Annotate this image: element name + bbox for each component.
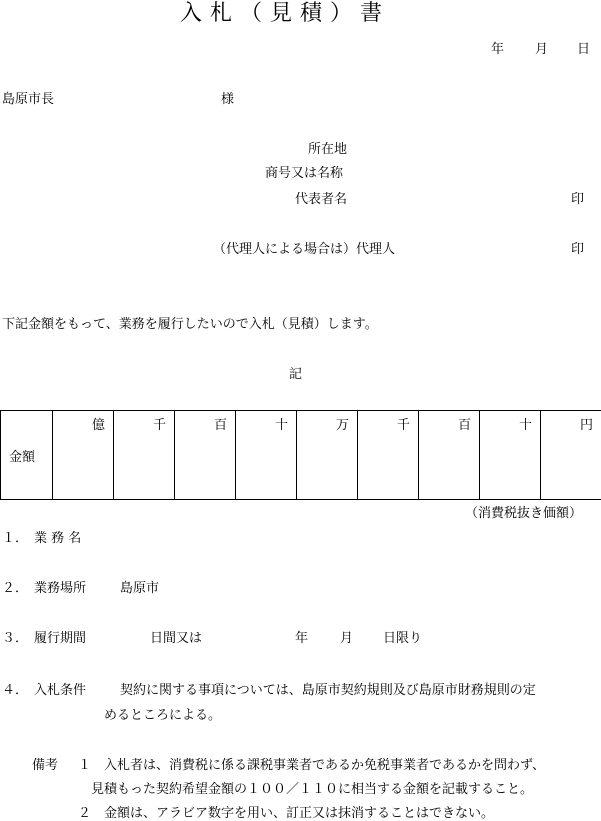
unit-sen: 千	[397, 419, 410, 432]
amount-digit-cell[interactable]	[480, 411, 541, 500]
item-2-num: ２．	[2, 582, 28, 595]
unit-man: 万	[336, 419, 349, 432]
unit-oku: 億	[92, 419, 105, 432]
representative-label: 代表者名	[295, 193, 347, 206]
intro-text: 下記金額をもって、業務を履行したいので入札（見積）します。	[2, 318, 378, 331]
amount-label: 金額	[9, 450, 35, 465]
amount-digit-cell[interactable]	[236, 411, 297, 500]
unit-en: 円	[580, 419, 593, 432]
amount-digit-cell[interactable]	[53, 411, 114, 500]
unit-juu-man: 十	[275, 419, 288, 432]
item-3-year: 年	[295, 632, 308, 645]
ki-heading: 記	[289, 368, 302, 381]
item-3-days: 日間又は	[150, 632, 202, 645]
agent-label: （代理人による場合は）代理人	[213, 243, 395, 256]
item-4-num: ４．	[2, 684, 28, 697]
remarks-label: 備考	[32, 759, 58, 772]
amount-digit-cell[interactable]	[114, 411, 175, 500]
amount-digit-cell[interactable]	[297, 411, 358, 500]
amount-digit-cell[interactable]	[358, 411, 419, 500]
remark-2-num: ２	[78, 807, 91, 820]
item-1-num: １．	[2, 532, 28, 545]
item-4-label: 入札条件	[34, 684, 86, 697]
date-year: 年	[491, 43, 504, 56]
amount-digit-cell[interactable]	[541, 411, 601, 500]
unit-juu: 十	[519, 419, 532, 432]
addressee-name: 島原市長	[2, 93, 54, 106]
item-3-label: 履行期間	[34, 632, 86, 645]
amount-digit-cell[interactable]	[175, 411, 236, 500]
item-4-line2: めるところによる。	[104, 709, 221, 722]
remark-1-num: １	[78, 759, 91, 772]
amount-label-cell	[1, 411, 53, 500]
seal-mark: 印	[571, 193, 584, 206]
item-3-until: 日限り	[383, 632, 422, 645]
tax-note: （消費税抜き価額）	[465, 507, 582, 520]
document-title: 入 札 （ 見 積 ） 書	[180, 3, 382, 25]
amount-digit-cell[interactable]	[419, 411, 480, 500]
item-3-num: ３．	[2, 632, 28, 645]
unit-hyaku-man: 百	[214, 419, 227, 432]
unit-sen-man: 千	[153, 419, 166, 432]
item-2-value: 島原市	[120, 582, 159, 595]
remark-1-line2: 見積もった契約希望金額の１００／１１０に相当する金額を記載すること。	[91, 783, 533, 796]
item-3-month: 月	[340, 632, 353, 645]
agent-seal-mark: 印	[571, 243, 584, 256]
remark-2-text: 金額は、アラビア数字を用い、訂正又は抹消することはできない。	[104, 807, 494, 820]
date-month: 月	[535, 43, 548, 56]
remark-1-line1: 入札者は、消費税に係る課税事業者であるか免税事業者であるかを問わず、	[104, 759, 545, 772]
date-day: 日	[577, 43, 590, 56]
item-2-label: 業務場所	[34, 582, 86, 595]
addressee-honorific: 様	[221, 93, 234, 106]
company-label: 商号又は名称	[265, 167, 343, 180]
item-4-line1: 契約に関する事項については、島原市契約規則及び島原市財務規則の定	[120, 684, 536, 697]
address-label: 所在地	[308, 143, 347, 156]
amount-table	[0, 410, 601, 500]
unit-hyaku: 百	[458, 419, 471, 432]
item-1-label: 業 務 名	[34, 532, 81, 545]
